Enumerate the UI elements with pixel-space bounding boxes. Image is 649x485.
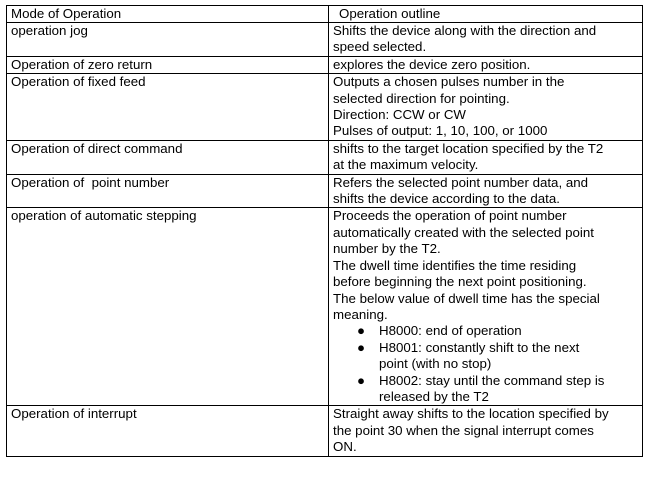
table-row	[7, 174, 643, 208]
table-row	[7, 23, 643, 57]
outline-line: The below value of dwell time has the special	[333, 290, 600, 306]
mode-cell: Operation of fixed feed	[7, 74, 329, 141]
bullet-icon: ●	[357, 323, 366, 339]
outline-cell	[329, 174, 643, 208]
table-row	[7, 56, 643, 73]
mode-cell: operation jog	[7, 23, 329, 57]
header-outline	[329, 6, 643, 23]
bullet-line: H8001: constantly shift to the next	[379, 339, 580, 355]
outline-line: automatically created with the selected point	[333, 224, 594, 240]
outline-line: Straight away shifts to the location specified by	[333, 406, 609, 422]
outline-line: the point 30 when the signal interrupt comes	[333, 422, 594, 438]
bullet-icon: ●	[357, 372, 366, 388]
outline-line: Pulses of output: 1, 10, 100, or 1000	[333, 123, 548, 139]
bullet-line: H8000: end of operation	[379, 323, 522, 339]
outline-line: The dwell time identifies the time residing	[333, 257, 577, 273]
outline-line: Outputs a chosen pulses number in the	[333, 74, 565, 90]
bullet-line: point (with no stop)	[379, 356, 492, 372]
header-row	[7, 6, 643, 23]
mode-cell: Operation of direct command	[7, 140, 329, 174]
outline-line: speed selected.	[333, 39, 427, 55]
table-row	[7, 406, 643, 456]
outline-cell	[329, 406, 643, 456]
outline-line: meaning.	[333, 306, 388, 322]
header-outline-label: Operation outline	[339, 6, 441, 21]
operations-table	[6, 5, 643, 457]
header-mode: Mode of Operation	[7, 6, 329, 23]
table-row	[7, 208, 643, 406]
bullet-line: released by the T2	[379, 388, 489, 404]
dwell-value-list	[333, 323, 638, 405]
list-item	[357, 339, 638, 373]
outline-line: shifts to the target location specified by the T2	[333, 140, 604, 156]
outline-line: selected direction for pointing.	[333, 90, 510, 106]
mode-cell: Operation of interrupt	[7, 406, 329, 456]
bullet-line: H8002: stay until the command step is	[379, 372, 605, 388]
list-item	[357, 372, 638, 406]
outline-cell	[329, 74, 643, 141]
mode-cell: Operation of point number	[7, 174, 329, 208]
outline-cell	[329, 56, 643, 73]
table-row	[7, 74, 643, 141]
outline-line: Direction: CCW or CW	[333, 107, 466, 123]
mode-cell: Operation of zero return	[7, 56, 329, 73]
outline-line: before beginning the next point positioning.	[333, 274, 587, 290]
outline-line: shifts the device according to the data.	[333, 191, 560, 207]
outline-cell	[329, 140, 643, 174]
outline-line: at the maximum velocity.	[333, 157, 479, 173]
outline-cell	[329, 23, 643, 57]
outline-line: Refers the selected point number data, and	[333, 174, 589, 190]
outline-line: number by the T2.	[333, 241, 441, 257]
outline-line: ON.	[333, 439, 357, 455]
outline-line: Shifts the device along with the direction and	[333, 23, 597, 38]
list-item	[357, 323, 638, 339]
mode-cell: operation of automatic stepping	[7, 208, 329, 406]
outline-line: explores the device zero position.	[333, 56, 531, 72]
bullet-icon: ●	[357, 339, 366, 355]
outline-cell	[329, 208, 643, 406]
table-row	[7, 140, 643, 174]
outline-line: Proceeds the operation of point number	[333, 208, 567, 224]
